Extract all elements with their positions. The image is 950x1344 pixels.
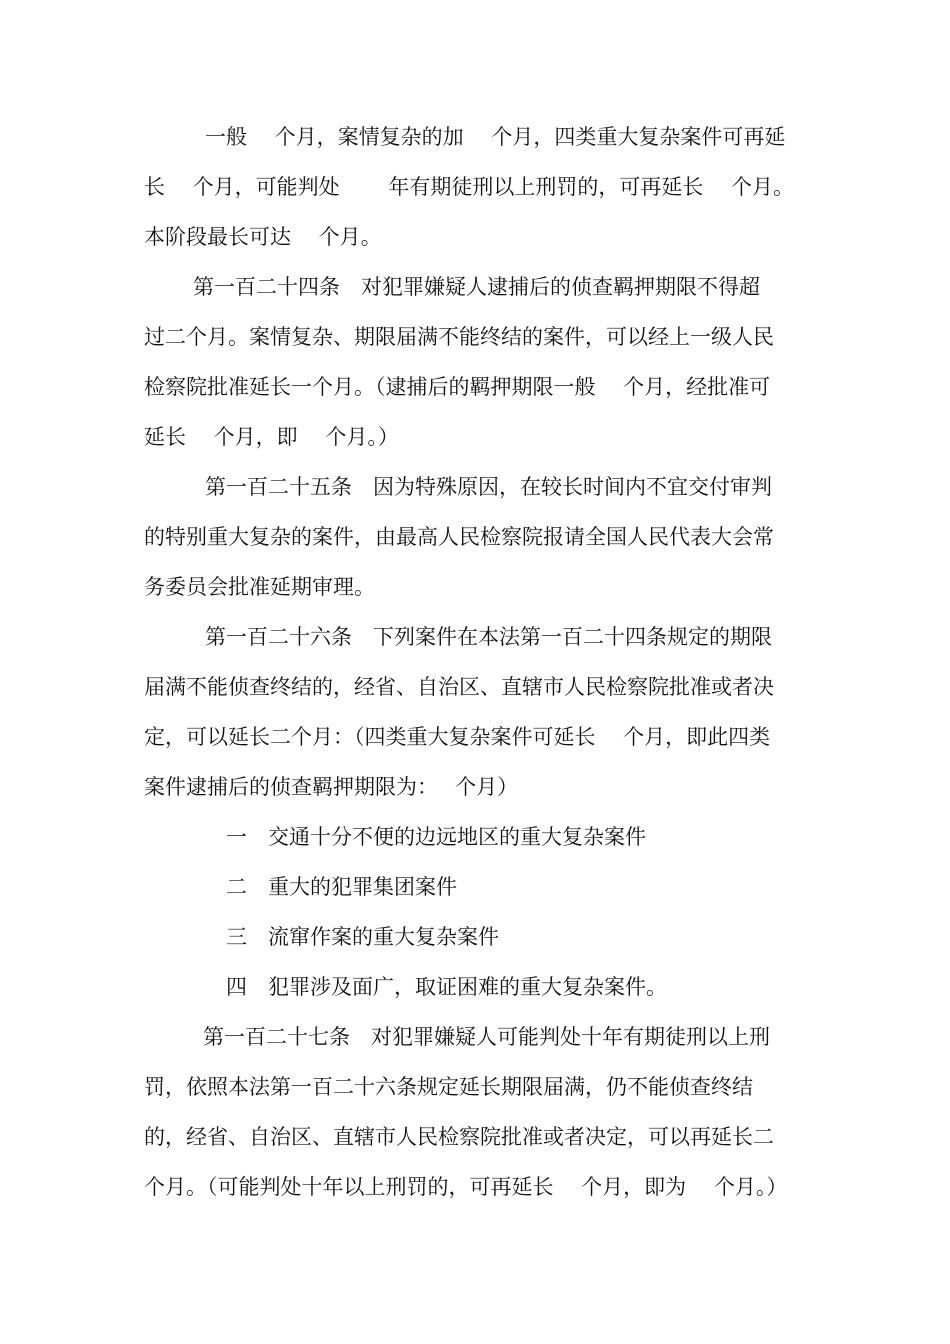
text-line: 案件逮捕后的侦查羁押期限为： 个月） xyxy=(144,775,519,799)
list-item: 二 重大的犯罪集团案件 xyxy=(226,875,457,899)
text-line: 第一百二十四条 对犯罪嫌疑人逮捕后的侦查羁押期限不得超 xyxy=(193,275,760,299)
text-line: 务委员会批准延期审理。 xyxy=(144,575,375,599)
text-line: 检察院批准延长一个月。（逮捕后的羁押期限一般 个月，经批准可 xyxy=(144,375,771,399)
text-line: 延长 个月，即 个月。） xyxy=(144,425,399,449)
text-line: 第一百二十五条 因为特殊原因，在较长时间内不宜交付审判 xyxy=(205,475,772,499)
text-line: 罚，依照本法第一百二十六条规定延长期限届满，仍不能侦查终结 xyxy=(144,1075,753,1099)
text-line: 第一百二十七条 对犯罪嫌疑人可能判处十年有期徒刑以上刑 xyxy=(203,1025,770,1049)
text-line: 过二个月。案情复杂、期限届满不能终结的案件，可以经上一级人民 xyxy=(144,325,774,349)
text-line: 定，可以延长二个月：（四类重大复杂案件可延长 个月，即此四类 xyxy=(144,725,771,749)
text-line: 的，经省、自治区、直辖市人民检察院批准或者决定，可以再延长二 xyxy=(144,1125,774,1149)
text-line: 个月。（可能判处十年以上刑罚的，可再延长 个月，即为 个月。） xyxy=(144,1175,788,1199)
list-item: 四 犯罪涉及面广，取证困难的重大复杂案件。 xyxy=(226,975,667,999)
text-line: 本阶段最长可达 个月。 xyxy=(144,225,382,249)
text-line: 届满不能侦查终结的，经省、自治区、直辖市人民检察院批准或者决 xyxy=(144,675,774,699)
list-item: 一 交通十分不便的边远地区的重大复杂案件 xyxy=(226,825,646,849)
text-line: 一般 个月，案情复杂的加 个月，四类重大复杂案件可再延 xyxy=(205,125,786,149)
text-line: 的特别重大复杂的案件，由最高人民检察院报请全国人民代表大会常 xyxy=(144,525,774,549)
text-line: 第一百二十六条 下列案件在本法第一百二十四条规定的期限 xyxy=(205,625,772,649)
list-item: 三 流窜作案的重大复杂案件 xyxy=(226,925,499,949)
text-line: 长 个月，可能判处 年有期徒刑以上刑罚的，可再延长 个月。 xyxy=(144,175,795,199)
